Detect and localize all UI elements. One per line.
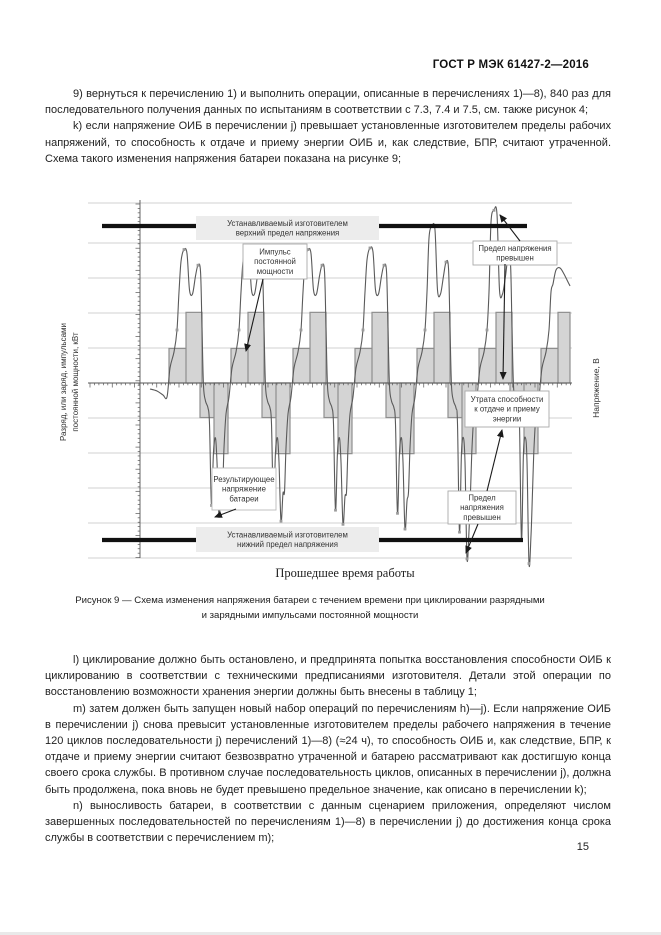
svg-text:Импульспостоянноймощности: Импульс постоянной мощности bbox=[254, 247, 296, 276]
svg-text:Устанавливаемый изготовителемв: Устанавливаемый изготовителем верхний предел напряжения bbox=[227, 218, 348, 238]
paragraph-9: 9) вернуться к перечислению 1) и выполнить операции, описанные в перечислениях 1)—8), 840 раз для последовательного получения данных по испытаниям в соответствии с 7.3, 7.4 и 7.5, см. также рисунок 4; bbox=[45, 88, 611, 117]
page-number: 15 bbox=[576, 841, 589, 853]
upper-limit-label bbox=[196, 216, 379, 240]
paragraph-n: n) выносливость батареи, в соответствии с данным сценарием приложения, определяют числом завершенных последовательностей по перечислениям 1)—8) в перечислении j) до достижения конца срока службы в соответствии с перечислением m); bbox=[45, 799, 611, 845]
right-axis-label: Напряжение, В bbox=[591, 358, 601, 418]
lower-limit-label bbox=[196, 527, 379, 552]
figure-caption-line1: Рисунок 9 — Схема изменения напряжения батареи с течением времени при циклировании разрядными bbox=[75, 595, 545, 606]
figure-9-chart bbox=[30, 193, 640, 589]
svg-text:Результирующеенапряжениебатаре: Результирующее напряжение батареи bbox=[213, 475, 275, 504]
left-axis-label-line2: постоянной мощности, кВт bbox=[71, 332, 80, 432]
upper-paragraphs bbox=[45, 86, 611, 167]
left-axis-label-line1: Разряд, или заряд, импульсами bbox=[59, 322, 68, 442]
loss-label bbox=[465, 391, 549, 427]
figure-9 bbox=[30, 193, 640, 589]
paragraph-m: m) затем должен быть запущен новый набор операций по перечислениям h)—j). Если напряжение ОИБ в перечислении j) снова превысит установленные изготовителем пределы рабочего напряжения в течение 120 циклов последовательности j) перечислений 1)—8) (≈24 ч), то способность ОИБ и, как следствие, БПР, к отдаче и приему энергии считают безвозвратно утраченной и батарею рассматривают как достигшую конца своего срока службы. В противном случае последовательность циклов, описанных в перечислении j), должна быть продолжена, пока вновь не будет превышено предельное значение, как описано в перечислении k); bbox=[45, 702, 611, 796]
resulting-voltage-label bbox=[212, 468, 276, 510]
paragraph-l: l) циклирование должно быть остановлено, и предпринята попытка восстановления способности ОИБ к циклированию в соответствии с техническими предписаниями изготовителя. Детали этой операции по восстановлению возможности хранения энергии должны быть внесены в таблицу 1; bbox=[45, 654, 611, 699]
paragraph-k: k) если напряжение ОИБ в перечислении j) превышает установленные изготовителем пределы рабочих напряжений, то способность к отдаче и приему энергии ОИБ и, как следствие, БПР, считают утраченной. Схема такого изменения напряжения батареи показана на рисунке 9; bbox=[45, 120, 611, 165]
svg-text:Утрата способностик отдаче и п: Утрата способности к отдаче и приему энергии bbox=[470, 395, 544, 424]
pulse-label bbox=[243, 244, 307, 279]
lower-paragraphs bbox=[45, 652, 611, 846]
svg-text:Пределнапряженияпревышен: Предел напряжения превышен bbox=[460, 493, 504, 522]
page-header: ГОСТ Р МЭК 61427-2—2016 bbox=[432, 59, 589, 71]
svg-text:Предел напряженияпревышен: Предел напряжения превышен bbox=[478, 243, 552, 263]
figure-caption bbox=[20, 594, 600, 623]
limit-exceeded-top-label bbox=[473, 241, 557, 265]
x-axis-label: Прошедшее время работы bbox=[275, 566, 415, 580]
figure-caption-line2: и зарядными импульсами постоянной мощности bbox=[201, 609, 419, 621]
svg-text:Устанавливаемый изготовителемн: Устанавливаемый изготовителем нижний предел напряжения bbox=[227, 530, 348, 550]
limit-exceeded-bottom-label bbox=[448, 491, 516, 524]
